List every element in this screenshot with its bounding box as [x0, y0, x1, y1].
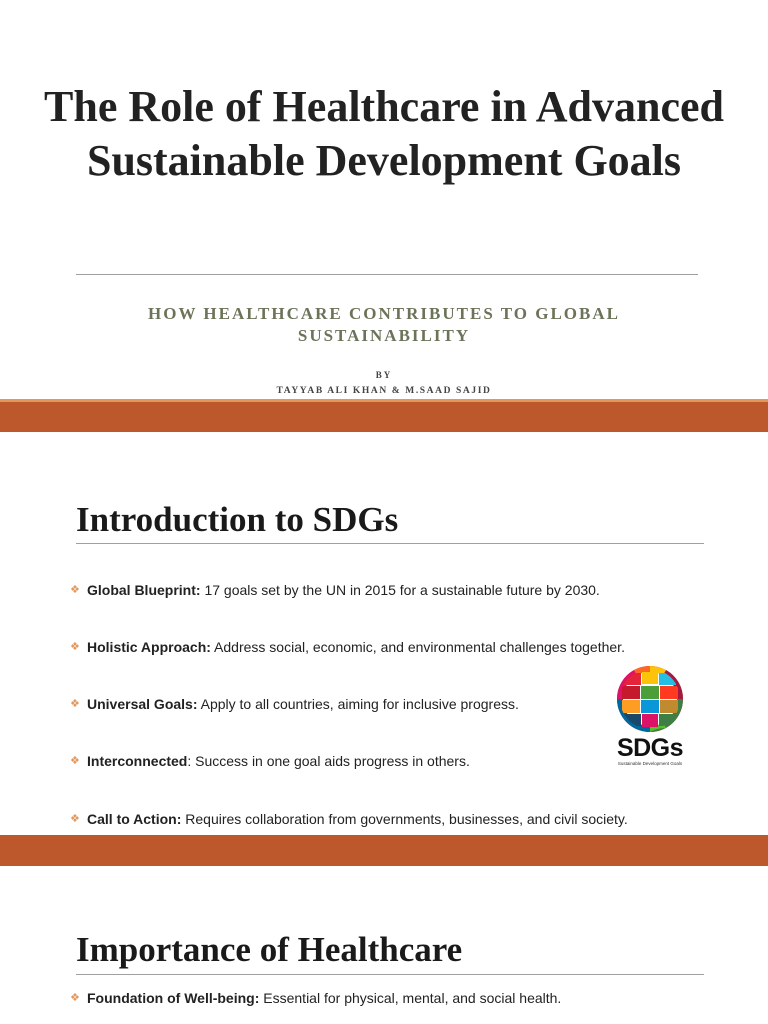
diamond-bullet-icon: ❖ [70, 698, 80, 710]
bullet-label: Universal Goals: [87, 696, 198, 712]
bullet-text: 17 goals set by the UN in 2015 for a sustainable future by 2030. [200, 582, 600, 598]
logo-subtext: Sustainable Development Goals [617, 761, 683, 766]
title-divider [76, 274, 698, 275]
authors: TAYYAB ALI KHAN & M.SAAD SAJID [276, 386, 492, 396]
title-slide [0, 0, 768, 402]
bullet-label: Holistic Approach: [87, 639, 211, 655]
list-item [70, 990, 561, 1006]
sdg-logo [614, 664, 686, 772]
slide-title: The Role of Healthcare in Advanced Sustainable Development Goals [44, 82, 724, 185]
slide-separator-band [0, 835, 768, 866]
bullet-text: Apply to all countries, aiming for inclusive progress. [197, 696, 519, 712]
slide-subtitle: HOW HEALTHCARE CONTRIBUTES TO GLOBAL SUSTAINABILITY [148, 304, 620, 345]
diamond-bullet-icon: ❖ [70, 584, 80, 596]
bullet-text: : Success in one goal aids progress in others. [187, 753, 470, 769]
diamond-bullet-icon: ❖ [70, 755, 80, 767]
heading-divider [76, 974, 704, 975]
list-item [70, 753, 470, 769]
slide-heading: Introduction to SDGs [76, 500, 399, 539]
slide-heading: Importance of Healthcare [76, 930, 463, 969]
list-item [70, 811, 628, 827]
list-item [70, 696, 519, 712]
bullet-text: Essential for physical, mental, and social health. [259, 990, 562, 1006]
intro-slide [0, 434, 768, 835]
bullet-text: Requires collaboration from governments, businesses, and civil society. [181, 811, 628, 827]
diamond-bullet-icon: ❖ [70, 992, 80, 1004]
diamond-bullet-icon: ❖ [70, 641, 80, 653]
bullet-label: Call to Action: [87, 811, 182, 827]
slide-separator-band [0, 399, 768, 432]
list-item [70, 639, 625, 655]
bullet-label: Interconnected [87, 753, 188, 769]
by-label: BY [375, 370, 393, 380]
bullet-label: Foundation of Well-being: [87, 990, 260, 1006]
sdg-wheel-icon [614, 664, 686, 736]
importance-slide [0, 866, 768, 1024]
heading-divider [76, 543, 704, 544]
bullet-text: Address social, economic, and environmental challenges together. [210, 639, 625, 655]
logo-text: SDGs [616, 734, 684, 762]
bullet-label: Global Blueprint: [87, 582, 201, 598]
diamond-bullet-icon: ❖ [70, 813, 80, 825]
list-item [70, 582, 600, 598]
